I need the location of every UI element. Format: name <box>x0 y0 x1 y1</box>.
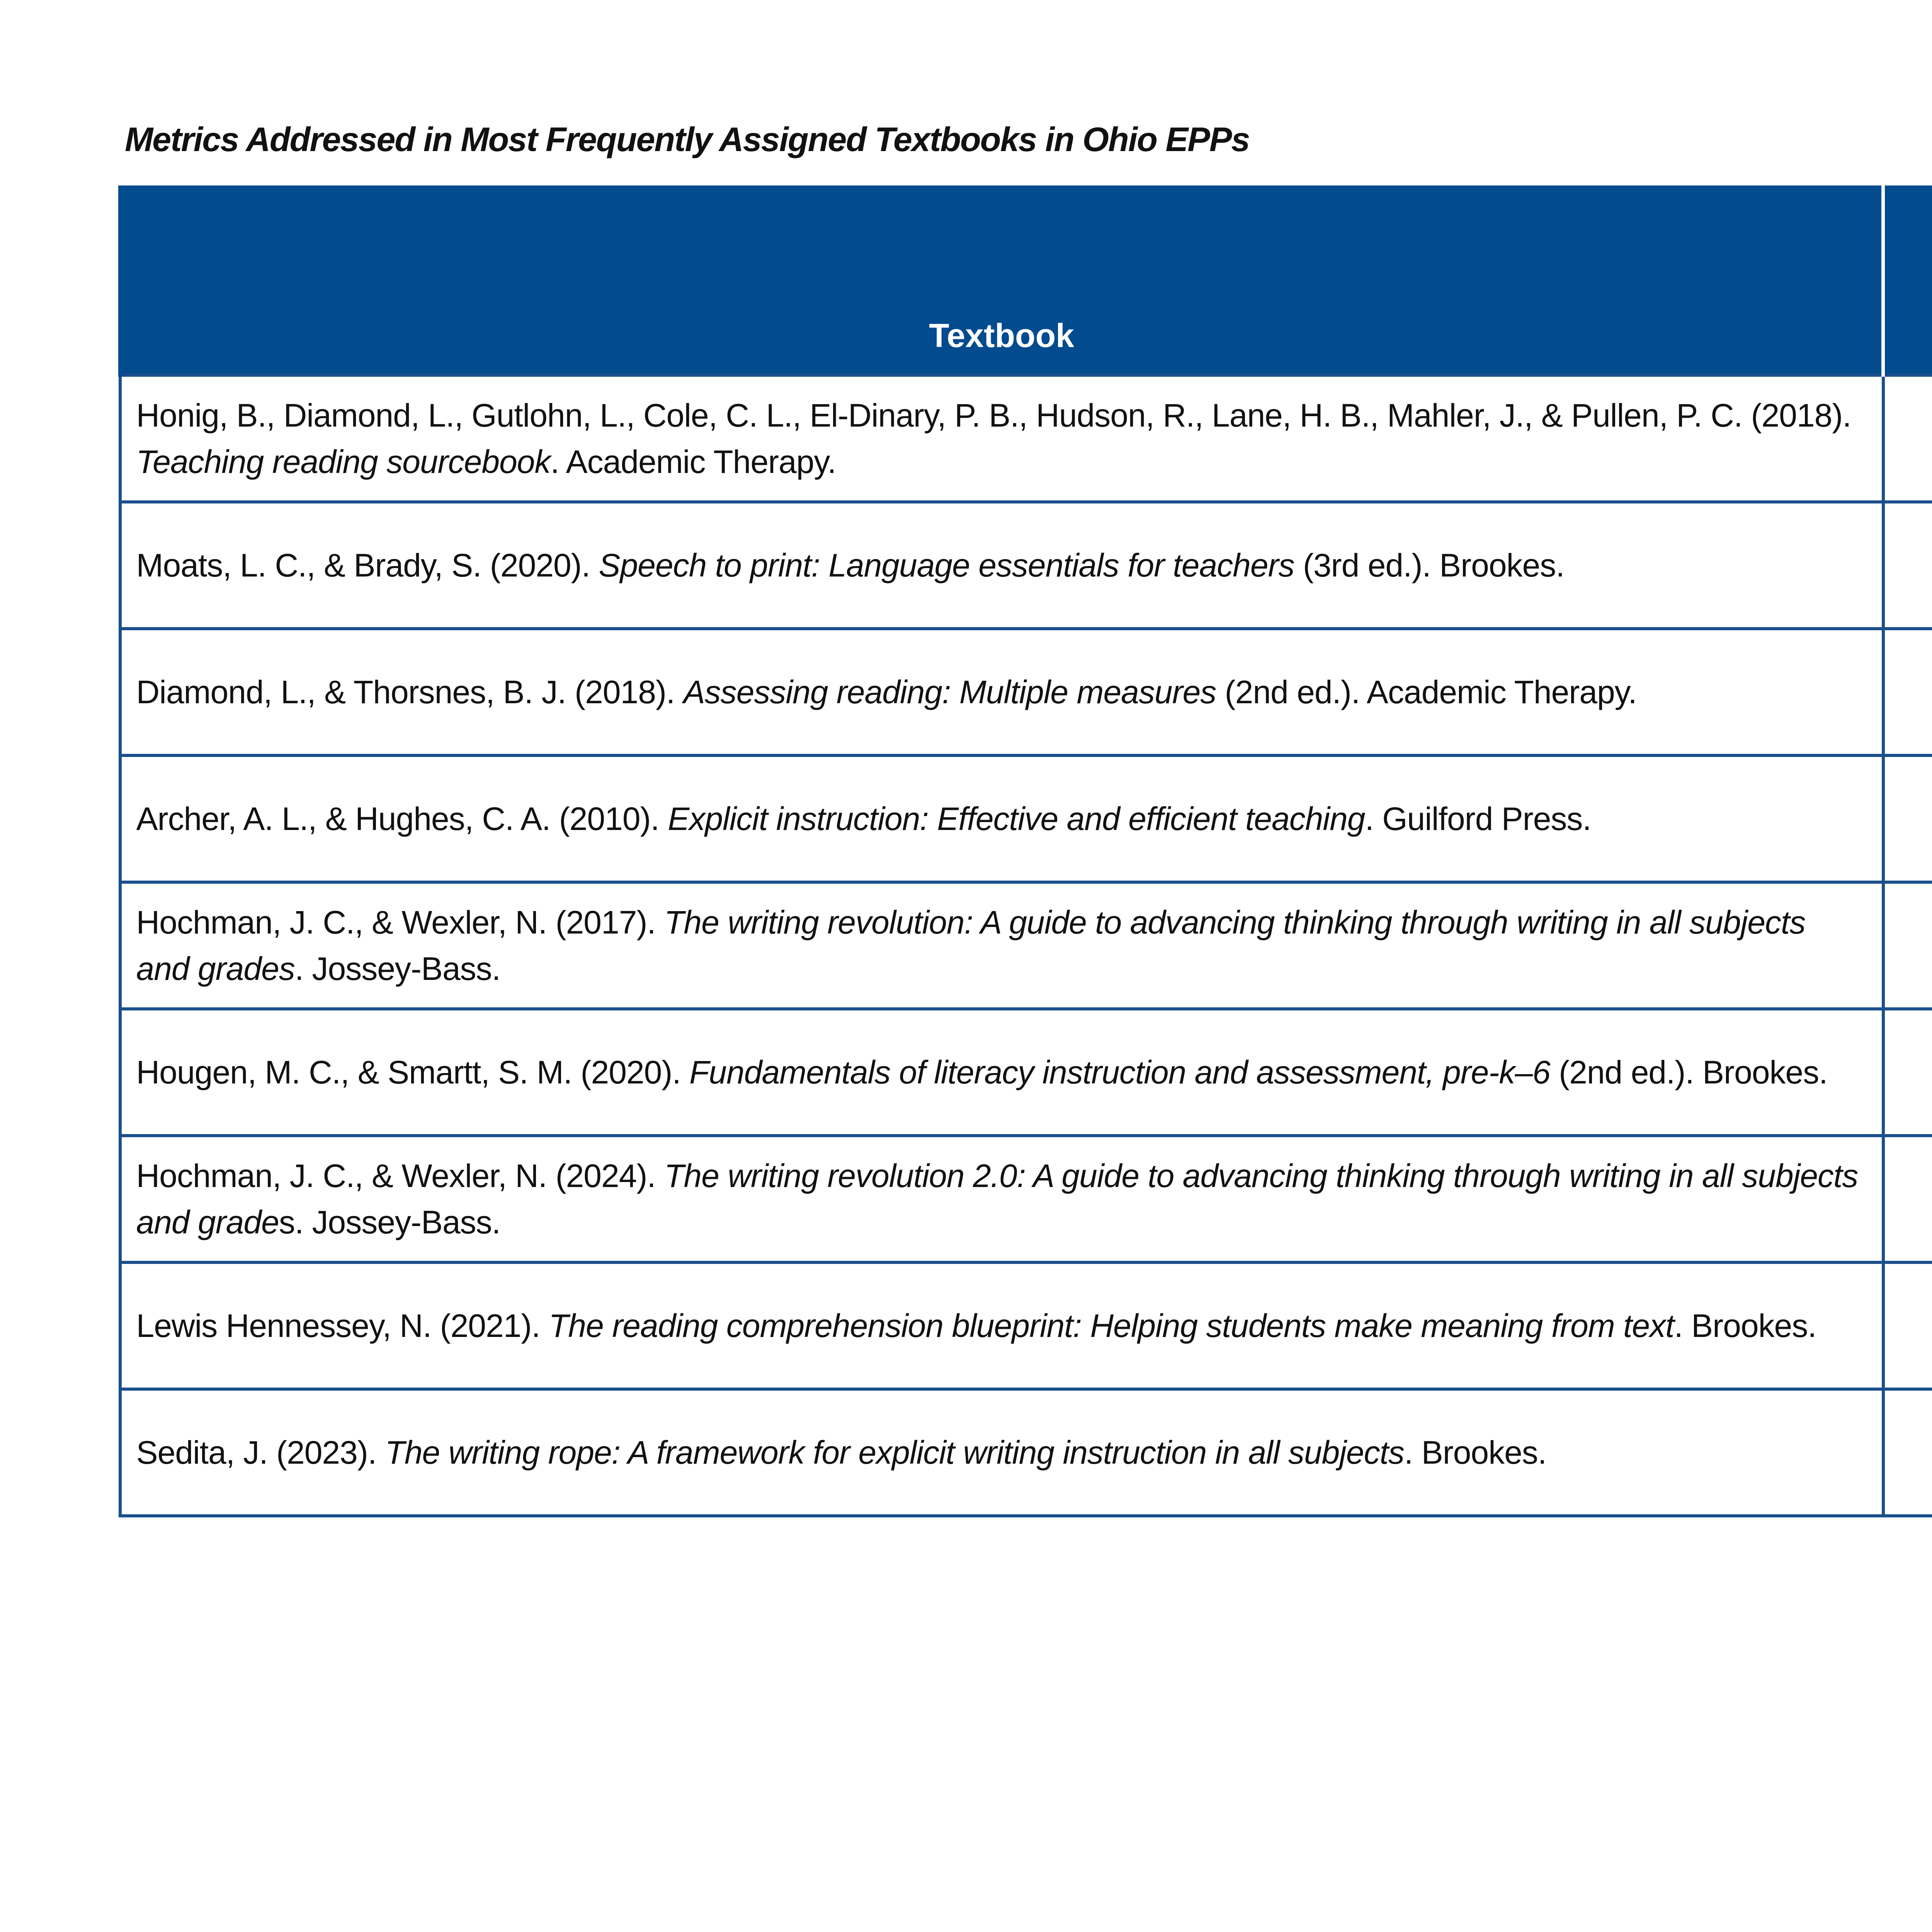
assigning-institutions-count <box>1883 755 1932 882</box>
assigning-institutions-count <box>1883 375 1932 502</box>
citation-title: The writing rope: A framework for explicit writing instruction in all subjects <box>385 1434 1404 1471</box>
assigning-institutions-count <box>1883 1009 1932 1136</box>
table-row <box>120 1389 1932 1516</box>
citation-authors: Hougen, M. C., & Smartt, S. M. (2020). <box>136 1054 689 1090</box>
assigning-institutions-count <box>1883 1262 1932 1389</box>
table-row <box>120 1009 1932 1136</box>
table-row <box>120 755 1932 882</box>
assigning-institutions-count <box>1883 882 1932 1009</box>
textbook-citation <box>120 1009 1883 1136</box>
citation-authors: Diamond, L., & Thorsnes, B. J. (2018). <box>136 674 684 710</box>
textbook-citation <box>120 1389 1883 1516</box>
table-title: Metrics Addressed in Most Frequently Assigned Textbooks in Ohio EPPs <box>125 120 1250 158</box>
table-row <box>120 1136 1932 1262</box>
citation-authors: Sedita, J. (2023). <box>136 1434 385 1471</box>
citation-publisher: (3rd ed.). Brookes. <box>1294 547 1565 583</box>
header-textbook: Textbook <box>120 185 1883 375</box>
table-row <box>120 1262 1932 1389</box>
assigning-institutions-count <box>1883 1136 1932 1262</box>
table-row <box>120 502 1932 629</box>
assigning-institutions-count <box>1883 629 1932 755</box>
header-row <box>120 185 1932 375</box>
textbook-citation <box>120 375 1883 502</box>
citation-title: Teaching reading sourcebook <box>136 444 551 480</box>
assigning-institutions-count <box>1883 502 1932 629</box>
citation-authors: Hochman, J. C., & Wexler, N. (2017). <box>136 904 665 940</box>
assigning-institutions-count <box>1883 1389 1932 1516</box>
citation-publisher: (2nd ed.). Academic Therapy. <box>1216 674 1637 710</box>
citation-authors: Hochman, J. C., & Wexler, N. (2024). <box>136 1158 665 1194</box>
textbook-citation <box>120 502 1883 629</box>
citation-publisher: (2nd ed.). Brookes. <box>1550 1054 1828 1090</box>
citation-publisher: . Brookes. <box>1674 1308 1816 1344</box>
textbook-citation <box>120 1262 1883 1389</box>
citation-publisher: . Guilford Press. <box>1365 801 1591 837</box>
citation-title: Explicit instruction: Effective and efficient teaching <box>668 801 1365 837</box>
textbook-citation <box>120 755 1883 882</box>
citation-publisher: . Brookes. <box>1404 1434 1547 1471</box>
citation-authors: Lewis Hennessey, N. (2021). <box>136 1308 549 1344</box>
textbook-citation <box>120 882 1883 1009</box>
citation-authors: Honig, B., Diamond, L., Gutlohn, L., Cole, C. L., El-Dinary, P. B., Hudson, R., Lane, H. B., Mahler, J., & Pullen, P. C. (2018). <box>136 397 1851 434</box>
citation-title: The writing revolution: A guide to advancing thinking through writing in all subjects and grades <box>136 904 1806 987</box>
citation-authors: Archer, A. L., & Hughes, C. A. (2010). <box>136 801 668 837</box>
citation-title: The reading comprehension blueprint: Helping students make meaning from text <box>549 1308 1674 1344</box>
citation-authors: Moats, L. C., & Brady, S. (2020). <box>136 547 599 583</box>
textbook-metrics-table <box>118 185 1932 1517</box>
table-row <box>120 629 1932 755</box>
citation-publisher: . Jossey-Bass. <box>294 951 500 987</box>
citation-title: Speech to print: Language essentials for teachers <box>599 547 1294 583</box>
citation-title: Fundamentals of literacy instruction and assessment, pre-k–6 <box>689 1054 1550 1090</box>
textbook-citation <box>120 629 1883 755</box>
citation-title: Assessing reading: Multiple measures <box>683 674 1216 710</box>
textbook-citation <box>120 1136 1883 1262</box>
table-row <box>120 375 1932 502</box>
citation-publisher: . Academic Therapy. <box>550 444 836 480</box>
table-row <box>120 882 1932 1009</box>
header-assigning-institutions <box>1883 185 1932 375</box>
citation-title: The writing revolution 2.0: A guide to advancing thinking through writing in all subjects and grade <box>136 1158 1858 1240</box>
citation-publisher: s. Jossey-Bass. <box>279 1204 500 1240</box>
